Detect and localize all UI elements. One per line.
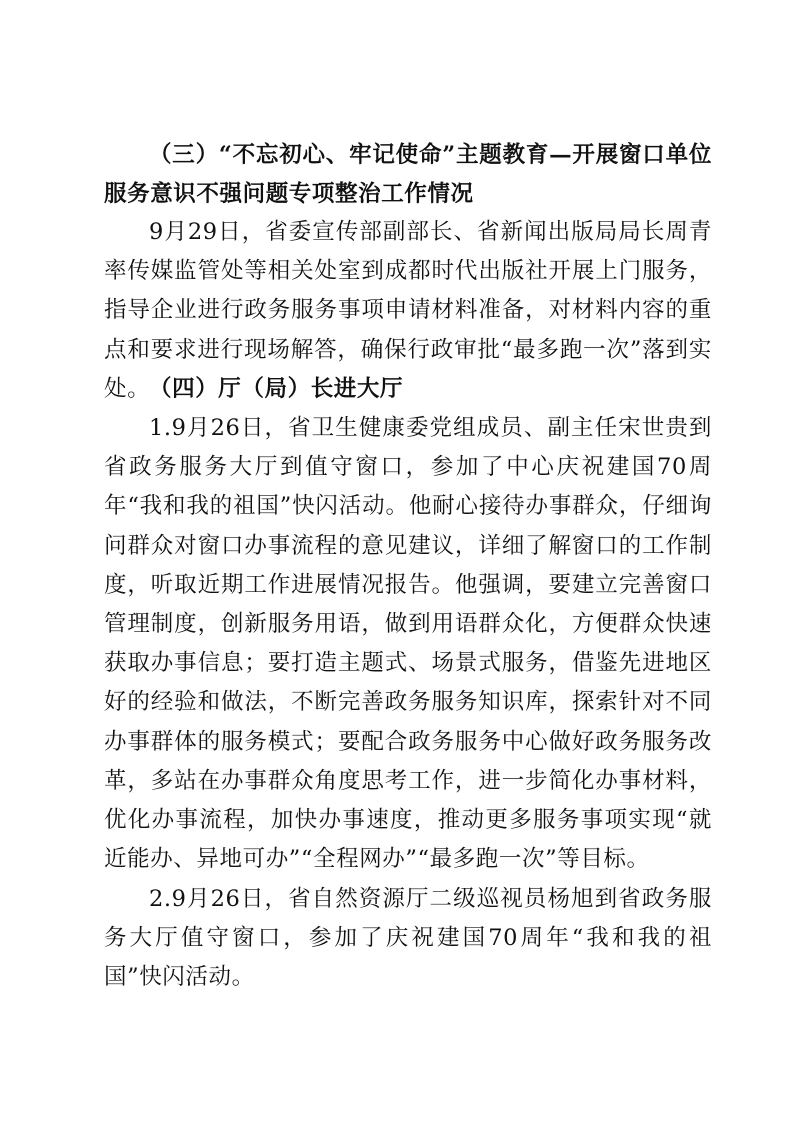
section-3-heading: （三）“不忘初心、牢记使命”主题教育—开展窗口单位服务意识不强问题专项整治工作情况: [104, 142, 712, 208]
section-3-paragraph: 9月29日，省委宣传部副部长、省新闻出版局局长周青率传媒监管处等相关处室到成都时代出版社开展上门服务，指导企业进行政务服务事项申请材料准备，对材料内容的重点和要求进行现场解答，确保行政审批“最多跑一次”落到实处。: [104, 219, 712, 402]
section-4-heading: （四）厅（局）长进大厅: [149, 376, 404, 402]
section-4-item-1: 1.9月26日，省卫生健康委党组成员、副主任宋世贵到省政务服务大厅到值守窗口，参加了中心庆祝建国70周年“我和我的祖国”快闪活动。他耐心接待办事群众，仔细询问群众对窗口办事流程的意见建议，详细了解窗口的工作制度，听取近期工作进展情况报告。他强调，要建立完善窗口管理制度，创新服务用语，做到用语群众化，方便群众快速获取办事信息；要打造主题式、场景式服务，借鉴先进地区好的经验和做法，不断完善政务服务知识库，探索针对不同办事群体的服务模式；要配合政务服务中心做好政务服务改革，多站在办事群众角度思考工作，进一步简化办事材料，优化办事流程，加快办事速度，推动更多服务事项实现“就近能办、异地可办”“全程网办”“最多跑一次”等目标。: [104, 415, 712, 873]
section-4-item-2: 2.9月26日，省自然资源厅二级巡视员杨旭到省政务服务大厅值守窗口，参加了庆祝建国70周年“我和我的祖国”快闪活动。: [104, 886, 712, 991]
